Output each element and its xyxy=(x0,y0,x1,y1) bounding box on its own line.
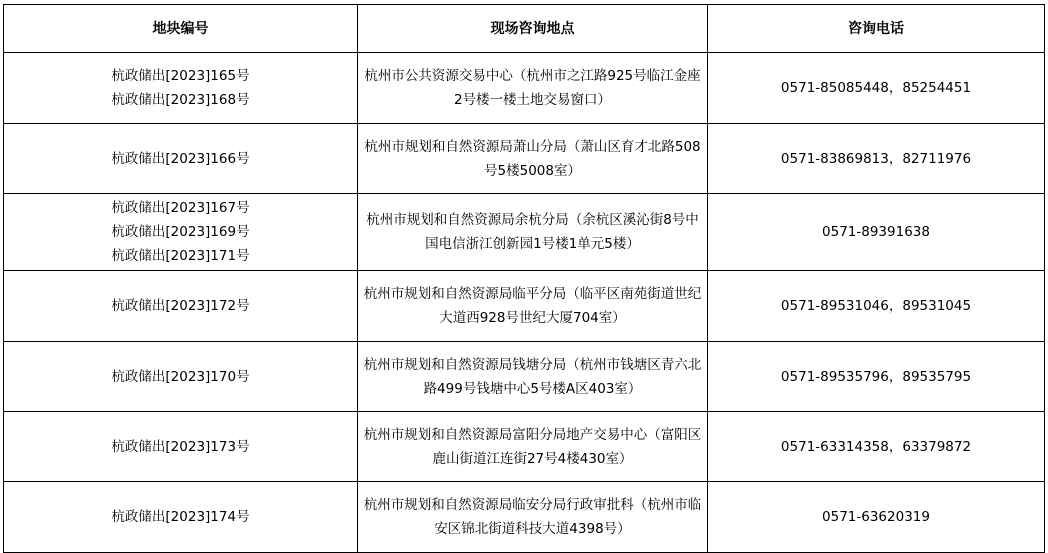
table-row xyxy=(4,412,1045,482)
plot-id: 杭政储出[2023]165号 xyxy=(111,68,250,84)
phone-cell: 0571-63620319 xyxy=(708,482,1045,553)
location-cell: 杭州市规划和自然资源局萧山分局（萧山区育才北路508号5楼5008室） xyxy=(358,124,708,194)
table-row xyxy=(4,482,1045,553)
phone-cell: 0571-85085448，85254451 xyxy=(708,53,1045,124)
table-header-row xyxy=(4,5,1045,53)
table-row xyxy=(4,53,1045,124)
header-plot-id: 地块编号 xyxy=(4,5,358,53)
plot-id-cell xyxy=(4,342,358,412)
location-cell: 杭州市规划和自然资源局富阳分局地产交易中心（富阳区鹿山街道江连街27号4楼430室） xyxy=(358,412,708,482)
plot-id-cell xyxy=(4,271,358,342)
plot-id-cell xyxy=(4,124,358,194)
header-phone: 咨询电话 xyxy=(708,5,1045,53)
plot-id: 杭政储出[2023]166号 xyxy=(111,150,250,167)
phone-cell: 0571-89535796，89535795 xyxy=(708,342,1045,412)
location-cell: 杭州市规划和自然资源局临平分局（临平区南苑街道世纪大道西928号世纪大厦704室） xyxy=(358,271,708,342)
consultation-table xyxy=(3,4,1045,553)
plot-id: 杭政储出[2023]174号 xyxy=(111,509,250,525)
plot-id: 杭政储出[2023]167号 xyxy=(111,200,250,216)
plot-id-cell xyxy=(4,412,358,482)
header-location: 现场咨询地点 xyxy=(358,5,708,53)
plot-id: 杭政储出[2023]168号 xyxy=(111,92,250,108)
table-row xyxy=(4,124,1045,194)
table-row xyxy=(4,194,1045,271)
plot-id-cell xyxy=(4,53,358,124)
phone-cell: 0571-83869813，82711976 xyxy=(708,124,1045,194)
phone-cell: 0571-89531046，89531045 xyxy=(708,271,1045,342)
location-cell: 杭州市规划和自然资源局临安分局行政审批科（杭州市临安区锦北街道科技大道4398号） xyxy=(358,482,708,553)
plot-id-cell xyxy=(4,482,358,553)
plot-id-cell xyxy=(4,194,358,271)
location-cell: 杭州市规划和自然资源局钱塘分局（杭州市钱塘区青六北路499号钱塘中心5号楼A区403室） xyxy=(358,342,708,412)
plot-id: 杭政储出[2023]170号 xyxy=(111,368,250,385)
location-cell: 杭州市规划和自然资源局余杭分局（余杭区溪沁街8号中国电信浙江创新园1号楼1单元5楼） xyxy=(358,194,708,271)
table-row xyxy=(4,271,1045,342)
phone-cell: 0571-89391638 xyxy=(708,194,1045,271)
plot-id: 杭政储出[2023]173号 xyxy=(111,438,250,455)
table-row xyxy=(4,342,1045,412)
plot-id: 杭政储出[2023]172号 xyxy=(111,298,250,314)
plot-id: 杭政储出[2023]169号 xyxy=(111,224,250,240)
plot-id: 杭政储出[2023]171号 xyxy=(111,248,250,264)
phone-cell: 0571-63314358，63379872 xyxy=(708,412,1045,482)
location-cell: 杭州市公共资源交易中心（杭州市之江路925号临江金座2号楼一楼土地交易窗口） xyxy=(358,53,708,124)
